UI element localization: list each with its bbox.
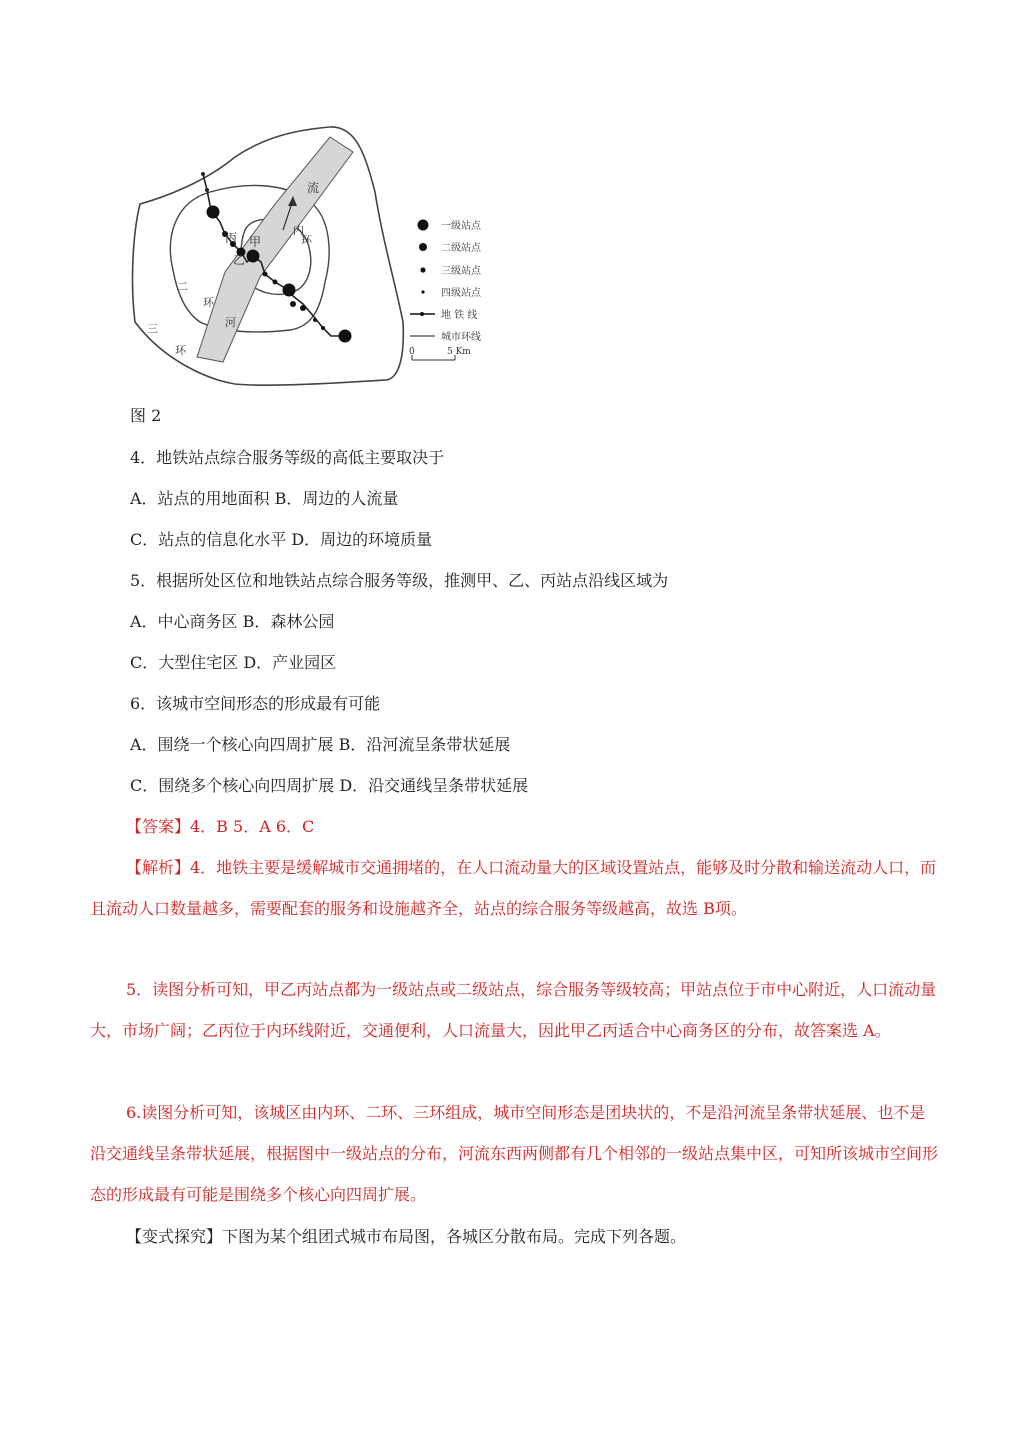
station-level4: [205, 188, 209, 192]
label-third-ring-1: 三: [147, 322, 158, 335]
label-yi: 乙: [233, 253, 246, 267]
station-level4: [313, 318, 317, 322]
analysis-q6: 6.读图分析可知，该城区由内环、二环、三环组成，城市空间形态是团块状的，不是沿河流呈条带状延展、也不是沿交通线呈条带状延展，根据图中一级站点的分布，河流东西两侧都有几个相邻的一级站点集中区，可知所该城市空间形态的形成最有可能是围绕多个核心向四周扩展。: [90, 1103, 939, 1204]
legend-level4-label: 四级站点: [441, 288, 481, 299]
q5-options-cd: C．大型住宅区 D．产业园区: [130, 653, 337, 672]
city-map: [125, 122, 505, 392]
scale-five: 5 Km: [447, 347, 471, 357]
label-second-ring-1: 二: [177, 280, 188, 293]
station-level4: [321, 326, 325, 330]
legend-level2-label: 二级站点: [441, 243, 481, 254]
label-second-ring-2: 环: [203, 296, 214, 309]
station-level4: [201, 172, 205, 176]
station-level1: [207, 206, 220, 219]
q5-options-ab: A．中心商务区 B．森林公园: [130, 612, 335, 631]
label-river: 流: [307, 181, 320, 195]
q6-options-cd: C．围绕多个核心向四周扩展 D．沿交通线呈条带状延展: [130, 776, 529, 795]
station-level1: [283, 284, 296, 297]
legend-ring-label: 城市环线: [441, 332, 481, 343]
city-map-figure: [125, 122, 505, 392]
q4-stem: 4．地铁站点综合服务等级的高低主要取决于: [130, 448, 445, 467]
label-third-ring-2: 环: [175, 344, 186, 357]
label-jia: 甲: [249, 235, 262, 249]
legend-level1-symbol: [418, 220, 429, 231]
station-level1: [339, 330, 352, 343]
station-level1-jia: [247, 250, 260, 263]
analysis-q4: 【解析】4．地铁主要是缓解城市交通拥堵的，在人口流动量大的区域设置站点，能够及时分散和输送流动人口，而且流动人口数量越多，需要配套的服务和设施越齐全，站点的综合服务等级越高，故选 B项。: [90, 858, 937, 918]
legend-metro-label: 地 铁 线: [441, 310, 478, 321]
q6-options-ab: A．围绕一个核心向四周扩展 B．沿河流呈条带状延展: [130, 735, 511, 754]
station-level3: [290, 301, 296, 307]
legend-level3-symbol: [420, 267, 425, 272]
station-level3: [273, 280, 278, 285]
legend-metro-dot: [420, 312, 424, 316]
legend-level2-symbol: [419, 243, 427, 251]
station-level3: [300, 305, 306, 311]
label-river2: 河: [225, 316, 236, 329]
label-bing: 丙: [225, 231, 238, 245]
figure-caption: 图 2: [130, 406, 162, 425]
q5-stem: 5．根据所处区位和地铁站点综合服务等级，推测甲、乙、丙站点沿线区域为: [130, 571, 669, 590]
q4-options-cd: C．站点的信息化水平 D．周边的环境质量: [130, 530, 433, 549]
q4-options-ab: A．站点的用地面积 B．周边的人流量: [130, 489, 399, 508]
variant-intro: 【变式探究】下图为某个组团式城市布局图，各城区分散布局。完成下列各题。: [126, 1227, 687, 1246]
legend-level3-label: 三级站点: [441, 266, 481, 277]
station-level3: [263, 272, 268, 277]
label-inner-ring-2: 环: [301, 234, 312, 247]
label-inner-ring-1: 内: [293, 224, 304, 237]
q6-stem: 6．该城市空间形态的形成最有可能: [130, 694, 381, 713]
legend-level4-symbol: [421, 290, 424, 293]
answer-key: 【答案】4．B 5．A 6．C: [126, 817, 315, 836]
map-legend: [409, 219, 482, 360]
scale-zero: 0: [409, 347, 415, 357]
analysis-q5: 5．读图分析可知，甲乙丙站点都为一级站点或二级站点，综合服务等级较高；甲站点位于市中心附近，人口流动量大，市场广阔；乙丙位于内环线附近，交通便利，人口流量大，因此甲乙丙适合中心商务区的分布，故答案选 A。: [90, 980, 937, 1040]
legend-level1-label: 一级站点: [441, 221, 481, 232]
